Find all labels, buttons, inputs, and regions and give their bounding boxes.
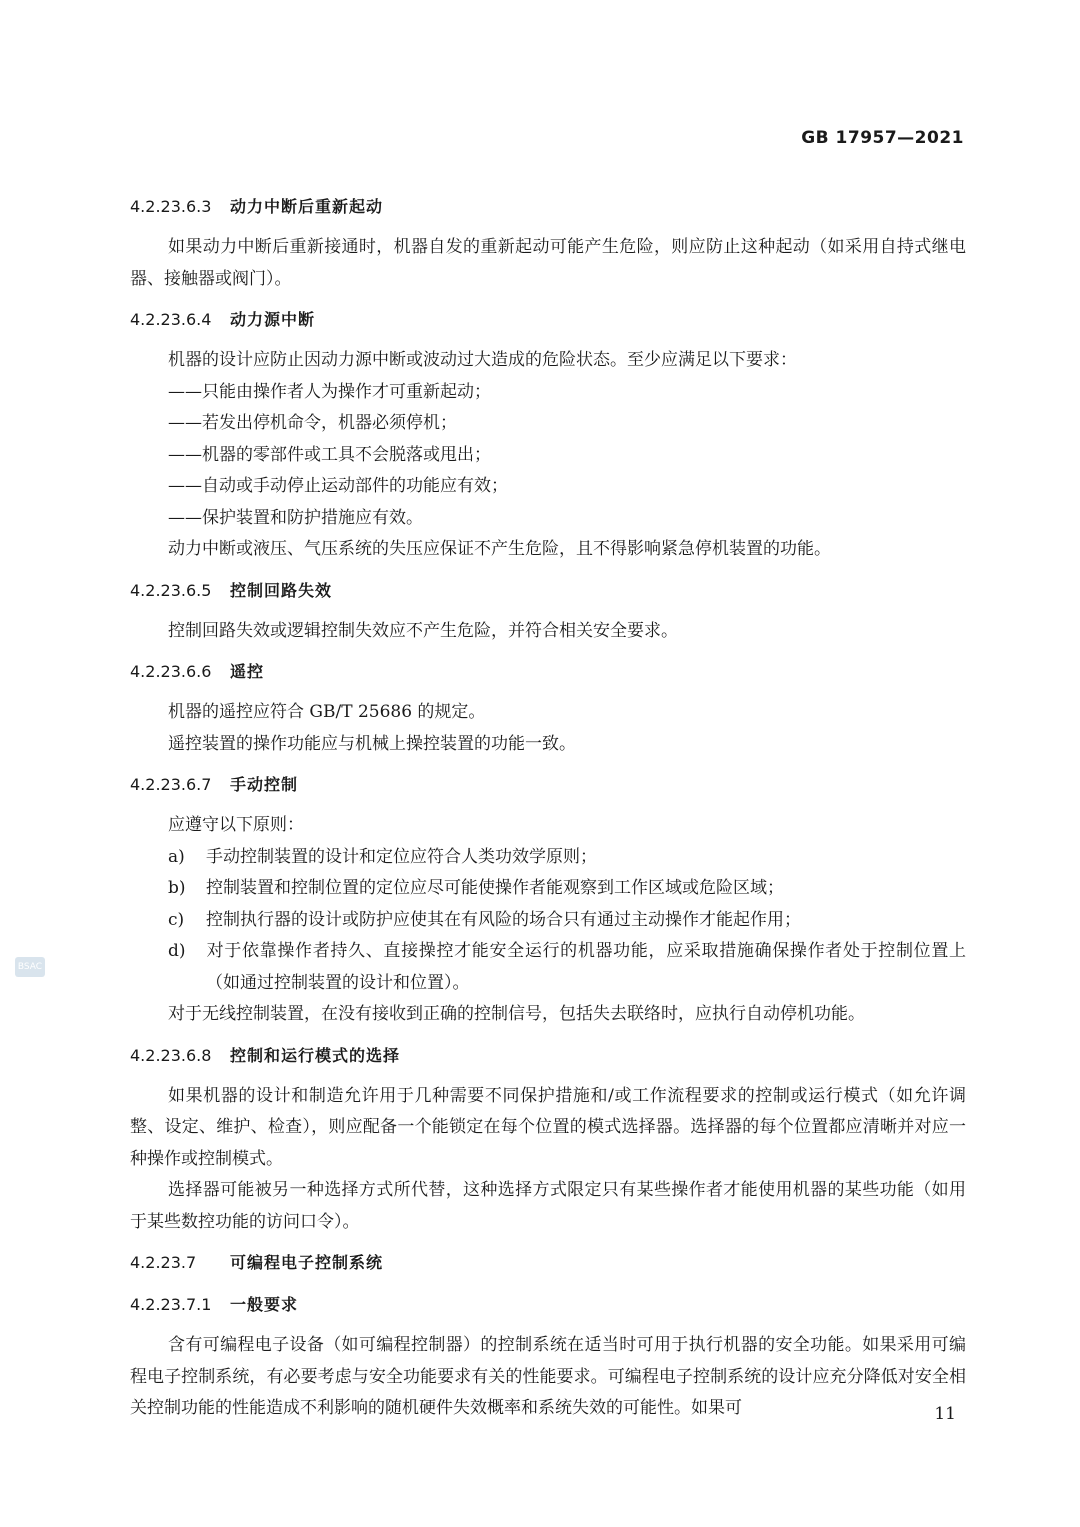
section-number: 4.2.23.7.1 [130,1295,212,1314]
standard-code: GB 17957—2021 [801,128,964,148]
lettered-list-item [130,936,966,999]
dash-list-item: ——只能由操作者人为操作才可重新起动； [168,381,491,402]
lettered-list-item [130,842,966,874]
paragraph: 机器的遥控应符合 GB/T 25686 的规定。 [168,702,486,722]
section-heading-4-2-23-6-6 [130,655,966,689]
section-heading-4-2-23-6-5 [130,574,966,608]
section-number: 4.2.23.6.8 [130,1045,212,1065]
watermark-stamp: BSAC [15,957,45,977]
section-number: 4.2.23.6.3 [130,197,212,216]
paragraph: 应遵守以下原则： [168,815,304,835]
item-text: 手动控制装置的设计和定位应符合人类功效学原则； [206,846,597,867]
item-text: 控制装置和控制位置的定位应尽可能使操作者能观察到工作区域或危险区域； [206,878,784,898]
page-number: 11 [934,1404,956,1424]
section-heading-4-2-23-7-1 [130,1288,966,1322]
page-content [130,190,966,1425]
paragraph: 如果动力中断后重新接通时，机器自发的重新起动可能产生危险，则应防止这种起动（如采用自持式继电器、接触器或阀门）。 [130,237,966,289]
item-label: c) [168,909,185,930]
section-number: 4.2.23.6.7 [130,775,212,794]
paragraph: 动力中断或液压、气压系统的失压应保证不产生危险，且不得影响紧急停机装置的功能。 [168,539,831,559]
item-label: a) [168,846,185,867]
section-heading-4-2-23-7 [130,1246,966,1280]
dash-list-item: ——保护装置和防护措施应有效。 [168,507,423,528]
section-heading-4-2-23-6-8 [130,1039,966,1073]
section-title: 动力中断后重新起动 [230,197,384,216]
section-number: 4.2.23.6.4 [130,310,212,329]
lettered-list-item [130,873,966,905]
section-title: 控制回路失效 [230,580,333,600]
item-label: d) [168,941,186,961]
section-title: 一般要求 [230,1295,299,1314]
item-text: 控制执行器的设计或防护应使其在有风险的场合只有通过主动操作才能起作用； [206,909,801,930]
paragraph: 机器的设计应防止因动力源中断或波动过大造成的危险状态。至少应满足以下要求： [168,350,797,370]
paragraph: 对于无线控制装置，在没有接收到正确的控制信号，包括失去联络时，应执行自动停机功能。 [168,1004,865,1024]
paragraph: 选择器可能被另一种选择方式所代替，这种选择方式限定只有某些操作者才能使用机器的某些功能（如用于某些数控功能的访问口令）。 [130,1180,966,1232]
section-title: 手动控制 [230,775,299,794]
section-title: 遥控 [230,662,265,681]
dash-list-item: ——自动或手动停止运动部件的功能应有效； [168,476,508,496]
section-number: 4.2.23.6.6 [130,662,212,681]
paragraph: 如果机器的设计和制造允许用于几种需要不同保护措施和/或工作流程要求的控制或运行模式（如允许调整、设定、维护、检查），则应配备一个能锁定在每个位置的模式选择器。选择器的每个位置都应清晰并对应一种操作或控制模式。 [130,1085,966,1169]
section-heading-4-2-23-6-7 [130,768,966,802]
section-title: 控制和运行模式的选择 [230,1045,401,1065]
paragraph: 遥控装置的操作功能应与机械上操控装置的功能一致。 [168,733,576,754]
section-title: 动力源中断 [230,310,316,329]
section-title: 可编程电子控制系统 [230,1253,384,1272]
section-number: 4.2.23.7 [130,1253,197,1272]
section-heading-4-2-23-6-4 [130,303,966,337]
dash-list-item: ——若发出停机命令，机器必须停机； [168,413,457,433]
item-text: 对于依靠操作者持久、直接操控才能安全运行的机器功能，应采取措施确保操作者处于控制位置上（如通过控制装置的设计和位置）。 [206,941,966,993]
section-number: 4.2.23.6.5 [130,580,212,600]
dash-list-item: ——机器的零部件或工具不会脱落或甩出； [168,444,491,465]
lettered-list-item [130,905,966,937]
item-label: b) [168,878,186,898]
section-heading-4-2-23-6-3 [130,190,966,224]
paragraph: 含有可编程电子设备（如可编程控制器）的控制系统在适当时可用于执行机器的安全功能。如果采用可编程电子控制系统，有必要考虑与安全功能要求有关的性能要求。可编程电子控制系统的设计应充分降低对安全相关控制功能的性能造成不利影响的随机硬件失效概率和系统失效的可能性。如果可 [130,1335,966,1418]
paragraph: 控制回路失效或逻辑控制失效应不产生危险，并符合相关安全要求。 [168,620,678,641]
